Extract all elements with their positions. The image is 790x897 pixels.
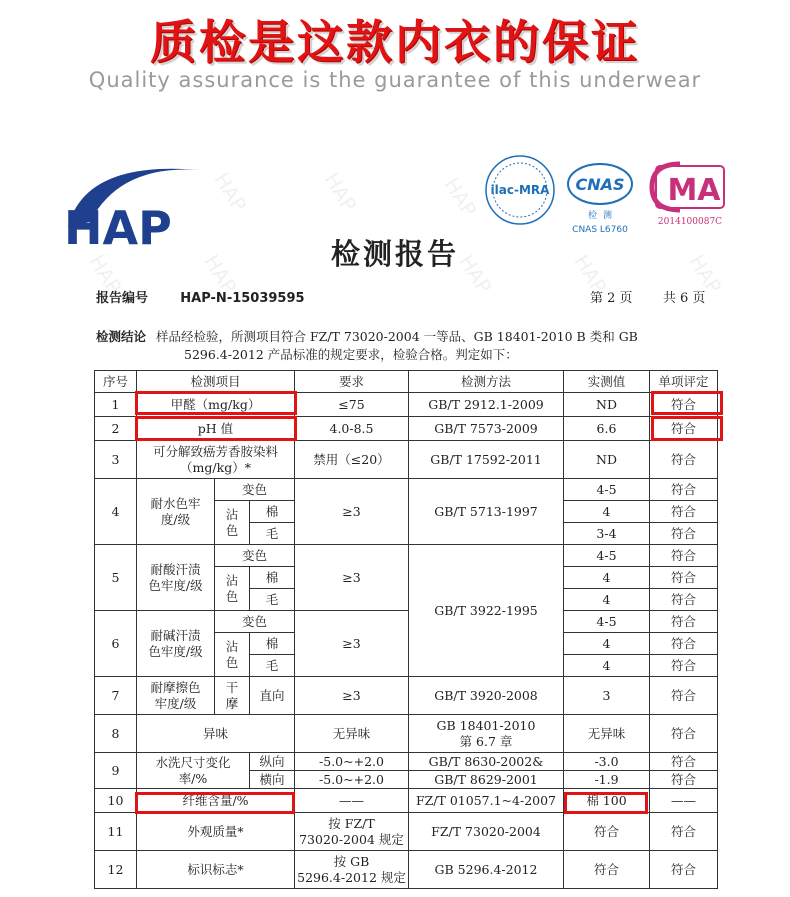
row-value: -1.9 — [564, 771, 650, 789]
row-fiber: 毛 — [250, 589, 295, 611]
row-no: 9 — [95, 753, 137, 789]
row-method: GB/T 8629-2001 — [409, 771, 564, 789]
row-result: 符合 — [650, 501, 718, 523]
row-result: —— — [650, 789, 718, 813]
row-value: 4 — [564, 589, 650, 611]
row-item: 外观质量* — [137, 813, 295, 851]
row-method: GB/T 3920-2008 — [409, 677, 564, 715]
ilac-mra-logo — [486, 156, 554, 224]
header-cell: 要求 — [295, 371, 409, 393]
watermark: HAP — [84, 250, 127, 298]
row-result: 符合 — [650, 479, 718, 501]
report-number: HAP-N-15039595 — [180, 291, 305, 306]
page-info — [590, 287, 705, 306]
header-cell: 序号 — [95, 371, 137, 393]
row-method: GB/T 2912.1-2009 — [409, 393, 564, 417]
ilac-text: ilac-MRA — [490, 183, 550, 197]
row-method: GB/T 5713-1997 — [409, 479, 564, 545]
page-total: 共 6 页 — [662, 291, 706, 306]
table-row — [95, 441, 718, 479]
row-no: 12 — [95, 851, 137, 889]
row-value: 符合 — [564, 851, 650, 889]
row-method: GB/T 7573-2009 — [409, 417, 564, 441]
row-no: 11 — [95, 813, 137, 851]
row-subitem: 沾 色 — [215, 501, 250, 545]
row-requirement: 按 FZ/T 73020-2004 规定 — [295, 813, 409, 851]
row-result: 符合 — [650, 589, 718, 611]
highlight-fiber-item — [135, 792, 295, 814]
table-row — [95, 677, 718, 715]
row-value: 4 — [564, 633, 650, 655]
row-result: 符合 — [650, 813, 718, 851]
highlight-formaldehyde-item — [135, 391, 297, 415]
highlight-formaldehyde-result — [651, 391, 723, 415]
row-item: 耐碱汗渍 色牢度/级 — [137, 611, 215, 677]
row-item: 可分解致癌芳香胺染料 （mg/kg）* — [137, 441, 295, 479]
row-result: 符合 — [650, 715, 718, 753]
watermark: HAP — [319, 168, 362, 216]
table-row — [95, 753, 718, 771]
row-result: 符合 — [650, 567, 718, 589]
header-cell: 实测值 — [564, 371, 650, 393]
header-cell: 检测方法 — [409, 371, 564, 393]
row-result: 符合 — [650, 611, 718, 633]
watermark: HAP — [684, 250, 727, 298]
table-row — [95, 479, 718, 501]
watermark: HAP — [199, 250, 242, 298]
page-current: 第 2 页 — [590, 291, 633, 306]
table-row — [95, 813, 718, 851]
row-item: pH 值 — [137, 417, 295, 441]
table-header-row — [95, 371, 718, 393]
row-result: 符合 — [650, 851, 718, 889]
row-method: GB/T 3922-1995 — [409, 545, 564, 677]
row-direction: 横向 — [250, 771, 295, 789]
row-value: ND — [564, 441, 650, 479]
row-result: 符合 — [650, 523, 718, 545]
watermark: HAP — [209, 168, 252, 216]
row-no: 7 — [95, 677, 137, 715]
row-requirement: —— — [295, 789, 409, 813]
row-value: 6.6 — [564, 417, 650, 441]
row-no: 1 — [95, 393, 137, 417]
row-method: FZ/T 01057.1~4-2007 — [409, 789, 564, 813]
row-result: 符合 — [650, 633, 718, 655]
row-no: 5 — [95, 545, 137, 611]
row-subitem: 变色 — [215, 611, 295, 633]
row-requirement: -5.0~+2.0 — [295, 771, 409, 789]
table-row — [95, 715, 718, 753]
row-value: 4-5 — [564, 479, 650, 501]
row-result: 符合 — [650, 417, 718, 441]
svg-text:检测 — [588, 209, 612, 221]
row-value: 4-5 — [564, 611, 650, 633]
row-no: 6 — [95, 611, 137, 677]
table-row — [95, 851, 718, 889]
header-cell: 检测项目 — [137, 371, 295, 393]
watermark: HAP — [439, 173, 482, 221]
cnas-logo — [568, 164, 632, 235]
row-subitem: 沾 色 — [215, 633, 250, 677]
row-method: GB/T 8630-2002& — [409, 753, 564, 771]
hap-logo-text: HAP — [64, 201, 172, 255]
row-item: 异味 — [137, 715, 295, 753]
row-value: 4 — [564, 655, 650, 677]
row-requirement: 无异味 — [295, 715, 409, 753]
row-direction: 直向 — [250, 677, 295, 715]
row-subitem: 沾 色 — [215, 567, 250, 611]
row-result: 符合 — [650, 753, 718, 771]
row-requirement: -5.0~+2.0 — [295, 753, 409, 771]
banner-title: 质检是这款内衣的保证 — [150, 15, 640, 69]
row-value: 棉 100 — [564, 789, 650, 813]
row-no: 10 — [95, 789, 137, 813]
row-value: ND — [564, 393, 650, 417]
cma-number: 2014100087C — [657, 217, 723, 227]
row-method: GB/T 17592-2011 — [409, 441, 564, 479]
row-requirement: ≥3 — [295, 545, 409, 611]
row-subitem: 变色 — [215, 545, 295, 567]
row-no: 8 — [95, 715, 137, 753]
row-item: 耐酸汗渍 色牢度/级 — [137, 545, 215, 611]
row-direction: 纵向 — [250, 753, 295, 771]
row-subitem: 变色 — [215, 479, 295, 501]
conclusion-line1: 样品经检验，所测项目符合 FZ/T 73020-2004 一等品、GB 18401-2010 B 类和 GB — [156, 329, 638, 344]
row-result: 符合 — [650, 655, 718, 677]
watermark: HAP — [454, 250, 497, 298]
row-no: 2 — [95, 417, 137, 441]
row-item: 耐摩擦色 牢度/级 — [137, 677, 215, 715]
row-result: 符合 — [650, 441, 718, 479]
row-result: 符合 — [650, 393, 718, 417]
row-fiber: 棉 — [250, 567, 295, 589]
row-requirement: ≥3 — [295, 677, 409, 715]
row-requirement: ≥3 — [295, 479, 409, 545]
row-no: 3 — [95, 441, 137, 479]
row-item: 标识标志* — [137, 851, 295, 889]
watermark: HAP — [569, 250, 612, 298]
row-value: 无异味 — [564, 715, 650, 753]
cnas-text: CNAS — [575, 175, 625, 194]
cnas-number: CNAS L6760 — [572, 225, 628, 235]
conclusion — [96, 328, 726, 364]
row-value: 符合 — [564, 813, 650, 851]
row-value: -3.0 — [564, 753, 650, 771]
row-no: 4 — [95, 479, 137, 545]
row-result: 符合 — [650, 677, 718, 715]
row-value: 3 — [564, 677, 650, 715]
row-item: 纤维含量/% — [137, 789, 295, 813]
row-fiber: 棉 — [250, 501, 295, 523]
row-result: 符合 — [650, 545, 718, 567]
row-item: 水洗尺寸变化 率/% — [137, 753, 250, 789]
highlight-ph-item — [135, 416, 297, 441]
row-value: 3-4 — [564, 523, 650, 545]
row-item: 甲醛（mg/kg） — [137, 393, 295, 417]
row-item: 耐水色牢 度/级 — [137, 479, 215, 545]
cnas-ce-text: 测 — [603, 211, 613, 221]
banner-subtitle: Quality assurance is the guarantee of this underwear — [88, 68, 702, 92]
row-requirement: 按 GB 5296.4-2012 规定 — [295, 851, 409, 889]
report-number-row — [96, 287, 305, 306]
row-subitem: 干 摩 — [215, 677, 250, 715]
row-value: 4-5 — [564, 545, 650, 567]
row-fiber: 毛 — [250, 655, 295, 677]
row-fiber: 棉 — [250, 633, 295, 655]
report-number-label: 报告编号 — [96, 291, 149, 306]
table-row — [95, 611, 718, 633]
header-cell: 单项评定 — [650, 371, 718, 393]
row-method: FZ/T 73020-2004 — [409, 813, 564, 851]
row-requirement: ≥3 — [295, 611, 409, 677]
row-requirement: 禁用（≤20） — [295, 441, 409, 479]
highlight-ph-result — [651, 416, 723, 441]
conclusion-label: 检测结论 — [96, 329, 147, 344]
row-result: 符合 — [650, 771, 718, 789]
report-title: 检测报告 — [330, 237, 459, 271]
table-row — [95, 545, 718, 567]
row-requirement: ≤75 — [295, 393, 409, 417]
cma-text: MA — [667, 173, 721, 208]
row-requirement: 4.0-8.5 — [295, 417, 409, 441]
cnas-jian-text: 检 — [587, 211, 597, 221]
row-method: GB 5296.4-2012 — [409, 851, 564, 889]
cma-logo — [652, 164, 724, 227]
row-value: 4 — [564, 567, 650, 589]
row-value: 4 — [564, 501, 650, 523]
certification-logos — [480, 152, 730, 242]
highlight-fiber-value — [564, 792, 648, 814]
row-fiber: 毛 — [250, 523, 295, 545]
conclusion-line2: 5296.4-2012 产品标准的规定要求，检验合格。判定如下： — [184, 347, 518, 362]
row-method: GB 18401-2010 第 6.7 章 — [409, 715, 564, 753]
